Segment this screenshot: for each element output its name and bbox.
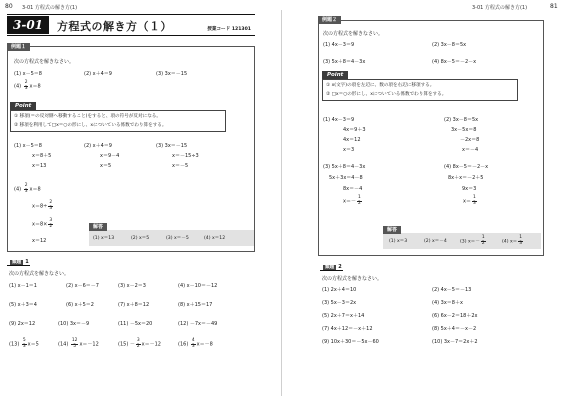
sol4-rhs: x＝8: [29, 186, 41, 193]
problem-14-rest: x＝－12: [79, 341, 99, 348]
answer-2-3-lhs: (3) x＝－: [460, 239, 480, 245]
point-2-line-2: ② □x＝○の形にし、xについている係数でわり算をする。: [326, 92, 447, 97]
practice-1-problem-2: (2) x－6＝－7: [66, 283, 99, 289]
fraction-numerator: 4: [191, 338, 195, 343]
fraction: [22, 339, 27, 349]
p4-rhs: x＝8: [29, 83, 41, 90]
practice-2-problem-1: (1) 2x＋4＝10: [322, 287, 357, 293]
fraction-numerator: 3: [136, 338, 140, 343]
answer-1-3: (3) x＝－5: [166, 236, 189, 241]
example-1-problem-1: (1) x－5＝8: [14, 71, 42, 77]
example-2-label: 例題２: [318, 16, 341, 24]
practice-1-problem-14: [58, 339, 99, 349]
example-1-problem-3: (3) 3x＝－15: [156, 71, 188, 77]
answer-2-4: [502, 236, 524, 246]
fraction: [357, 196, 362, 206]
left-running-header: 3-01 方程式の解き方(1): [22, 5, 78, 11]
ex2-sol3-line-2: 5x＋3x＝4－8: [329, 175, 363, 181]
fraction-denominator: 3: [191, 343, 195, 349]
sol4-line-3: [32, 219, 54, 229]
sol2-line-3: x＝5: [100, 163, 112, 169]
sol4-label: (4): [14, 186, 22, 193]
section-title: 方程式の解き方（１）: [57, 20, 172, 33]
practice-2-problem-5: (5) 2x＋7＝x＋14: [322, 313, 365, 319]
ex2-sol2-line-4: x＝－4: [462, 147, 479, 153]
sol2-line-1: (2) x＋4＝9: [84, 143, 112, 149]
practice-2-number: 2: [338, 264, 342, 270]
answer-2-4-lhs: (4) x＝: [502, 239, 518, 245]
point-1-label: Point: [10, 102, 36, 110]
answer-1-4: (4) x＝12: [204, 236, 226, 241]
ex2-sol3-line-3: 8x＝－4: [343, 186, 363, 192]
practice-2-problem-10: (10) 3x－7＝2x＋2: [432, 339, 478, 345]
fraction: [24, 184, 29, 194]
practice-1-problem-15: [118, 339, 161, 349]
answer-1-2: (2) x＝5: [131, 236, 150, 241]
practice-1-problem-11: (11) －5x＝20: [118, 321, 153, 327]
problem-13-rest: x＝5: [27, 341, 39, 348]
practice-1-problem-12: (12) －7x＝－49: [178, 321, 218, 327]
answer-2-2: (2) x＝－4: [424, 239, 447, 244]
fraction: [48, 201, 53, 211]
point-1-line-2: ② 移項を利用して□x＝○の形にし、xについている係数でわり算をする。: [14, 123, 167, 128]
fraction: [24, 81, 29, 91]
ex2-sol1-line-2: 4x＝9＋3: [343, 127, 366, 133]
problem-16-label: (16): [178, 341, 189, 348]
ex2-sol2-line-3: －2x＝8: [460, 137, 480, 143]
practice-2-instruction: 次の方程式を解きなさい。: [322, 276, 383, 282]
practice-1-problem-10: (10) 3x＝－9: [58, 321, 90, 327]
fraction-numerator: 2: [24, 183, 28, 188]
practice-2-problem-7: (7) 4x＋12＝－x＋12: [322, 326, 373, 332]
sol1-line-1: (1) x－5＝8: [14, 143, 42, 149]
ex2-sol2-line-2: 3x－5x＝8: [451, 127, 477, 133]
answer-1-1: (1) x＝13: [93, 236, 115, 241]
practice-2-problem-2: (2) 4x－5＝－13: [432, 287, 472, 293]
practice-2-label: [320, 264, 343, 271]
page-gutter: [281, 10, 282, 396]
sol4-step-1: x＝8÷: [32, 203, 48, 210]
section-title-bar: [7, 14, 255, 36]
problem-15-rest: x＝－12: [141, 341, 161, 348]
practice-1-instruction: 次の方程式を解きなさい。: [9, 271, 70, 277]
answer-2-3: [460, 236, 487, 246]
fraction-denominator: 2: [136, 343, 140, 349]
problem-16-rest: x＝－8: [196, 341, 213, 348]
practice-1-problem-6: (6) x＋5＝2: [66, 302, 94, 308]
example-1-problem-2: (2) x＋4＝9: [84, 71, 112, 77]
ex2-sol4-line-2: 8x＋x＝－2＋5: [448, 175, 484, 181]
example-2-problem-4: (4) 8x－5＝－2－x: [432, 59, 477, 65]
practice-1-label: [7, 259, 30, 266]
fraction-denominator: 3: [24, 85, 28, 91]
practice-1-problem-8: (8) x＋15＝17: [178, 302, 213, 308]
sol2-line-2: x＝9－4: [100, 153, 120, 159]
fraction-denominator: 3: [519, 240, 523, 246]
ex2-sol1-line-4: x＝3: [343, 147, 355, 153]
sol1-line-3: x＝13: [32, 163, 47, 169]
point-2-line-1: ① x(文字)の項を左辺に、数の項を右辺に移項する。: [326, 83, 435, 88]
ex2-sol3-line-1: (3) 5x＋8＝4－3x: [323, 164, 366, 170]
fraction-numerator: 1: [481, 235, 485, 240]
ex2-sol4-line-3: 9x＝3: [462, 186, 477, 192]
ex2-sol3-line-4: [343, 196, 363, 206]
problem-15-label: (15): [118, 341, 129, 348]
problem-15-sign: －: [129, 341, 135, 348]
example-2-instruction: 次の方程式を解きなさい。: [323, 31, 384, 37]
ex2-sol4-line-1: (4) 8x－5＝－2－x: [444, 164, 489, 170]
practice-1-problem-4: (4) x－10＝－12: [178, 283, 218, 289]
example-1-problem-4: [14, 81, 41, 91]
left-page-number: 80: [5, 3, 13, 10]
right-page-number: 81: [550, 3, 558, 10]
fraction: [71, 339, 79, 349]
example-1-label: 例題１: [7, 43, 30, 51]
fraction: [481, 236, 486, 246]
section-badge: 3-01: [7, 16, 49, 34]
fraction-numerator: 5: [22, 338, 26, 343]
ex2-sol3-lhs: x＝－: [343, 198, 356, 205]
practice-1-problem-7: (7) x＋8＝12: [118, 302, 150, 308]
right-running-header: 3-01 方程式の解き方(1): [472, 5, 528, 11]
fraction: [518, 236, 523, 246]
fraction-numerator: 2: [24, 80, 28, 85]
practice-1-problem-13: [9, 339, 39, 349]
lesson-code: 授業コード 121301: [207, 27, 251, 32]
ex2-sol1-line-3: 4x＝12: [343, 137, 361, 143]
example-1-instruction: 次の方程式を解きなさい。: [14, 59, 75, 65]
answer-1-label: 解答: [89, 223, 107, 231]
fraction-numerator: 12: [71, 338, 78, 343]
fraction-denominator: 2: [49, 223, 53, 229]
practice-1-problem-9: (9) 2x＝12: [9, 321, 36, 327]
fraction: [48, 219, 53, 229]
ex2-sol1-line-1: (1) 4x－3＝9: [323, 117, 355, 123]
fraction-numerator: 1: [519, 235, 523, 240]
point-1-line-1: ① 移項(＝の反対側へ移動すること)をすると、項の符号が反対になる。: [14, 114, 161, 119]
ex2-sol2-line-1: (2) 3x－8＝5x: [444, 117, 479, 123]
practice-1-problem-5: (5) x＋3＝4: [9, 302, 37, 308]
ex2-sol4-line-4: [463, 196, 478, 206]
fraction: [136, 339, 141, 349]
practice-1-problem-1: (1) x－1＝1: [9, 283, 37, 289]
sol1-line-2: x＝8＋5: [32, 153, 52, 159]
sol4-step-2: x＝8×: [32, 221, 48, 228]
fraction-numerator: 1: [357, 195, 361, 200]
problem-14-label: (14): [58, 341, 69, 348]
sol3-line-3: x＝－5: [172, 163, 189, 169]
fraction-numerator: 1: [472, 195, 476, 200]
sol4-line-1: [14, 184, 41, 194]
example-2-problem-1: (1) 4x－3＝9: [323, 42, 355, 48]
practice-1-number: 1: [25, 259, 29, 265]
practice-2-prefix: 類題: [325, 265, 335, 270]
sol3-line-1: (3) 3x＝－15: [156, 143, 188, 149]
answer-2-1: (1) x＝3: [389, 239, 408, 244]
fraction-denominator: 3: [24, 188, 28, 194]
fraction-denominator: 5: [73, 343, 77, 349]
fraction-numerator: 2: [49, 200, 53, 205]
practice-1-problem-3: (3) x－2＝3: [118, 283, 146, 289]
problem-13-label: (13): [9, 341, 20, 348]
practice-2-problem-3: (3) 5x－3＝2x: [322, 300, 357, 306]
sol4-line-4: x＝12: [32, 238, 47, 244]
fraction-numerator: 3: [49, 218, 53, 223]
fraction-denominator: 3: [22, 343, 26, 349]
sol4-line-2: [32, 201, 54, 211]
practice-2-problem-6: (6) 6x－2＝18＋2x: [432, 313, 478, 319]
fraction-denominator: 2: [481, 240, 485, 246]
fraction-denominator: 3: [49, 205, 53, 211]
sol3-line-2: x＝－15÷3: [172, 153, 199, 159]
practice-2-problem-8: (8) 5x＋4＝－x－2: [432, 326, 477, 332]
ex2-sol4-lhs: x＝: [463, 198, 471, 205]
answer-2-label: 解答: [383, 226, 401, 234]
point-2-label: Point: [322, 71, 348, 79]
practice-1-problem-16: [178, 339, 213, 349]
practice-2-problem-4: (4) 3x＝8＋x: [432, 300, 463, 306]
practice-2-problem-9: (9) 10x＋30＝－5x－60: [322, 339, 379, 345]
fraction-denominator: 3: [472, 200, 476, 206]
p4-label: (4): [14, 83, 22, 90]
example-2-problem-3: (3) 5x＋8＝4－3x: [323, 59, 366, 65]
example-2-problem-2: (2) 3x－8＝5x: [432, 42, 467, 48]
fraction: [191, 339, 196, 349]
practice-1-prefix: 類題: [12, 260, 22, 265]
fraction: [472, 196, 477, 206]
fraction-denominator: 2: [357, 200, 361, 206]
